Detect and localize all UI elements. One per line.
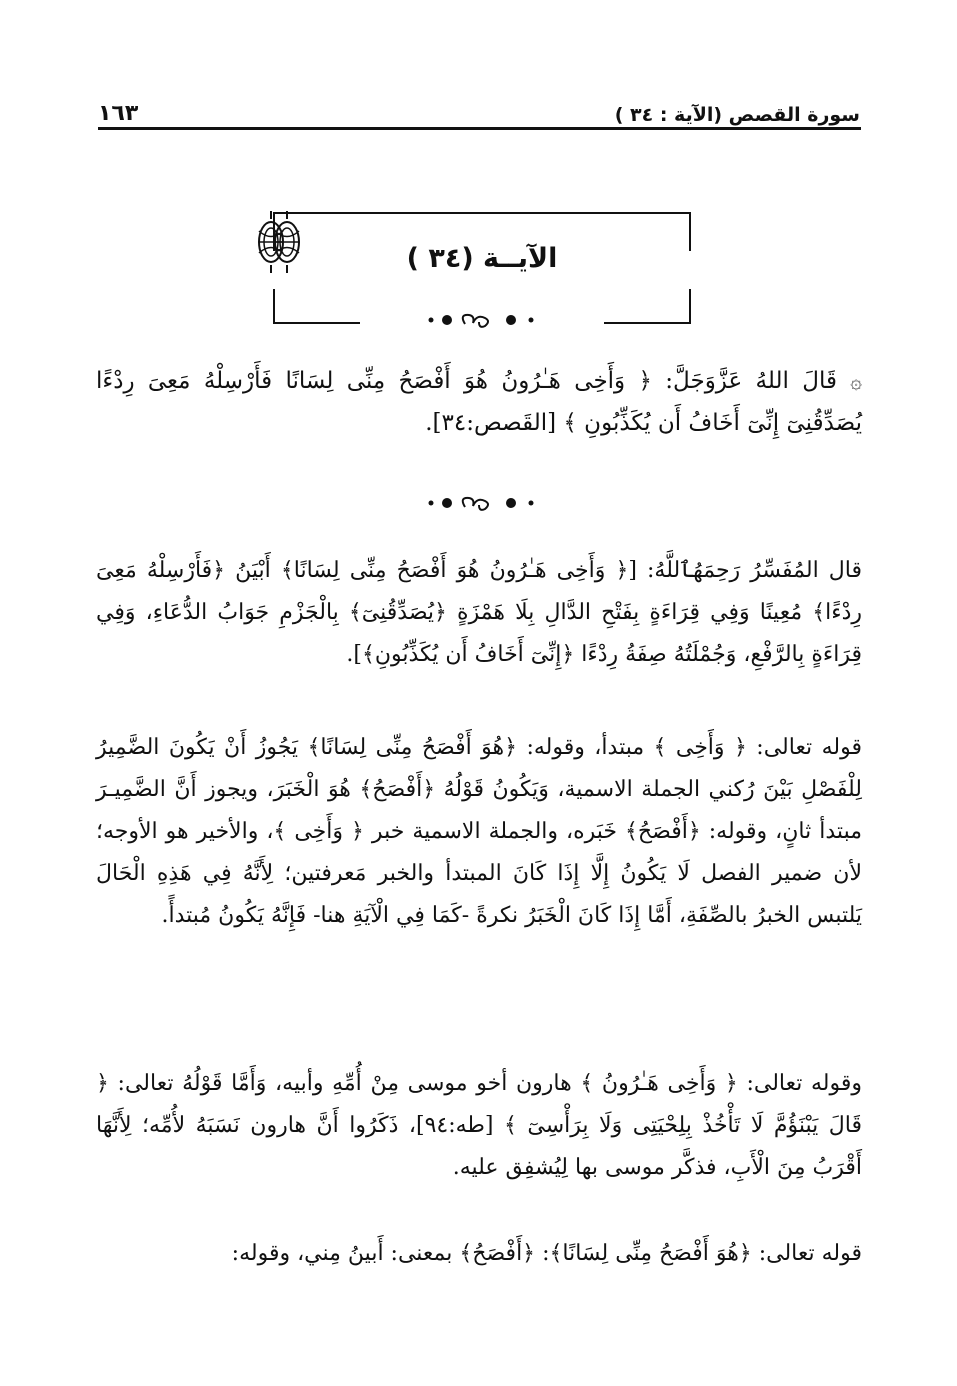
separator-dots-icon [423,310,543,330]
tafsir-paragraph: قال المُفَسِّرُ رَحِمَهُٱللَّهُ: [﴿ وَأَخِى هَـٰرُونُ هُوَ أَفْصَحُ مِنِّى لِسَانًا﴾ أَبْيَنُ ﴿فَأَرْسِلْهُ مَعِىَ رِدْءًا﴾ مُعِينًا وَفِي قِرَاءَةٍ بِفَتْحِ الدَّالِ بِلَا هَمْزَةٍ ﴿يُصَدِّقُنِىٓ﴾ بِالْجَزْمِ جَوَابُ الدُّعَاءِ، وَفِي قِرَاءَةٍ بِالرَّفْعِ، وَجُمْلَتُهُ صِفَةُ رِدْءًا ﴿إِنِّىٓ أَخَافُ أَن يُكَذِّبُونِ﴾]. [96,558,862,667]
commentary-paragraph: قوله تعالى: ﴿ وَأَخِى ﴾ مبتدأ، وقوله: ﴿هُوَ أَفْصَحُ مِنِّى لِسَانًا﴾ يَجُوزُ أَنْ يَكُونَ الضَّمِيرُ لِلْفَصْلِ بَيْنَ رُكني الجملة الاسمية، وَيَكُونُ قَوْلُهُ ﴿أَفْصَحُ﴾ هُوَ الْخَبَرَ، ويجوز أَنَّ الضَّمِيـرَ مبتدأ ثانٍ، وقوله: ﴿أَفْصَحُ﴾ خَبَره، والجملة الاسمية خبر ﴿ وَأَخِى ﴾، والأخير هو الأوجه؛ لأن ضمير الفصل لَا يَكُونُ إِلَّا إِذَا كَانَ المبتدأ والخبر مَعرفتين؛ لِأَنَّهُ فِي هَذِهِ الْحَالَ يَلتبس الخبرُ بالصِّفَةِ، أَمَّا إِذَا كَانَ الْخَبَرُ نكرةً -كَمَا فِي الْآيَةِ هنا- فَإِنَّهُ يَكُونُ مُبتدأً. [96,735,862,928]
section-title: الآيــة (٣٤ ) [406,243,558,274]
section-title-frame [272,211,692,325]
surah-header-title: سورة القصص (الآية : ٣٤ ) [614,104,860,126]
page-number: ١٦٣ [98,101,139,126]
separator-dots-icon [423,493,543,513]
running-header [98,96,860,126]
verse-block [96,360,862,444]
header-rule [98,127,861,130]
verse-marker: ۞ [850,369,863,393]
verse-text: قَالَ اللهُ عَزَّوَجَلَّ: ﴿ وَأَخِى هَـٰرُونُ هُوَ أَفْصَحُ مِنِّى لِسَانًا فَأَرْسِلْهُ مَعِىَ رِدْءًا يُصَدِّقُنِىٓ إِنِّىٓ أَخَافُ أَن يُكَذِّبُونِ ﴾ [القَصص:٣٤]. [96,368,862,436]
commentary-paragraph: قوله تعالى: ﴿هُوَ أَفْصَحُ مِنِّى لِسَانًا﴾: ﴿أَفْصَحُ﴾ بمعنى: أَبينُ مِني، وقوله: [231,1241,862,1266]
commentary-paragraph: وقوله تعالى: ﴿ وَأَخِى هَـٰرُونُ ﴾ هارون أخو موسى مِنْ أُمِّهِ وأبيه، وَأَمَّا قَوْلُهُ تعالى: ﴿ قَالَ يَبْنَؤُمَّ لَا تَأْخُذْ بِلِحْيَتِى وَلَا بِرَأْسِىٓ ﴾ [طه:٩٤]، ذَكَرُوا أَنَّ هارون نَسَبَهُ لأُمِّه؛ لِأَنَّهَا أَقْرَبُ مِنَ الْأَبِ، فذكَّر موسى بها لِيُشفِق عليه. [96,1071,862,1180]
